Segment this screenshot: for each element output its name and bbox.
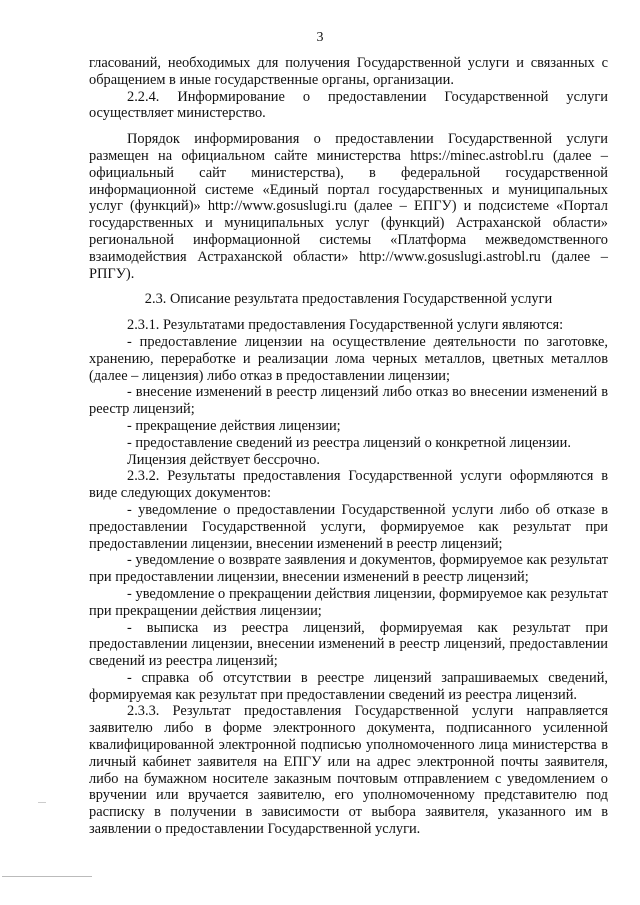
paragraph-continuation: гласований, необходимых для получения Государственной услуги и связанных с обращением в иные государственные органы, организации. [89,55,608,88]
margin-mark [38,802,46,803]
page-number: 3 [316,30,324,45]
list-item-notice-return: - уведомление о возврате заявления и документов, формируемое как результат при предоставлении лицензии, внесении изменений в реестр лицензий; [89,552,608,586]
list-item-notice-termination: - уведомление о прекращении действия лицензии, формируемое как результат при прекращении действия лицензии; [89,585,608,619]
list-item-termination: - прекращение действия лицензии; [127,417,341,434]
paragraph-license-validity: Лицензия действует бессрочно. [127,451,320,468]
list-item-license-grant: - предоставление лицензии на осуществление деятельности по заготовке, хранению, переработке и реализации лома черных металлов, цветных металлов (далее – лицензия) либо отказ в предоставлении лицензии; [89,333,608,384]
list-item-registry-changes: - внесение изменений в реестр лицензий либо отказ во внесении изменений в реестр лицензий; [89,384,608,418]
list-item-registry-extract: - выписка из реестра лицензий, формируемая как результат при предоставлении лицензии, внесении изменений в реестр лицензий, предоставлении сведений из реестра лицензий; [89,619,608,670]
list-item-notice-grant: - уведомление о предоставлении Государственной услуги либо об отказе в предоставлении Государственной услуги, формируемое как результат при предоставлении лицензии, внесении изменений в реестр лицензий; [89,501,608,552]
paragraph-2-3-3: 2.3.3. Результат предоставления Государственной услуги направляется заявителю либо в форме электронного документа, подписанного усиленной квалифицированной электронной подписью уполномоченного лица министерства в личный кабинет заявителя на ЕПГУ или на адрес электронной почты заявителя, либо на бумажном носителе заказным почтовым отправлением с уведомлением о вручении или вручается заявителю, его уполномоченному представителю под расписку в получении в зависимости от выбора заявителя, указанного им в заявлении о предоставлении Государственной услуги. [89,703,608,838]
footer-rule [2,876,92,877]
paragraph-2-2-4: 2.2.4. Информирование о предоставлении Государственной услуги осуществляет министерство. [89,88,608,122]
list-item-registry-info: - предоставление сведений из реестра лицензий о конкретной лицензии. [127,434,571,451]
list-item-absence-certificate: - справка об отсутствии в реестре лицензий запрашиваемых сведений, формируемая как результат при предоставлении сведений из реестра лицензий. [89,669,608,703]
section-heading-2-3: 2.3. Описание результата предоставления Государственной услуги [144,291,553,308]
paragraph-informing-order: Порядок информирования о предоставлении Государственной услуги размещен на официальном сайте министерства https://minec.astrobl.ru (далее – официальный сайт министерства), в федеральной государственной информационной системе «Единый портал государственных и муниципальных услуг (функций)» http://www.gosuslugi.ru (далее – ЕПГУ) и подсистеме «Портал государственных и муниципальных услуг (функций) Астраханской области» региональной информационной системы «Платформа межведомственного взаимодействия Астраханской области» http://www.gosuslugi.astrobl.ru (далее – РПГУ). [89,131,608,282]
document-body [89,55,608,838]
paragraph-2-3-2: 2.3.2. Результаты предоставления Государственной услуги оформляются в виде следующих документов: [89,468,608,502]
paragraph-2-3-1: 2.3.1. Результатами предоставления Государственной услуги являются: [127,317,564,334]
